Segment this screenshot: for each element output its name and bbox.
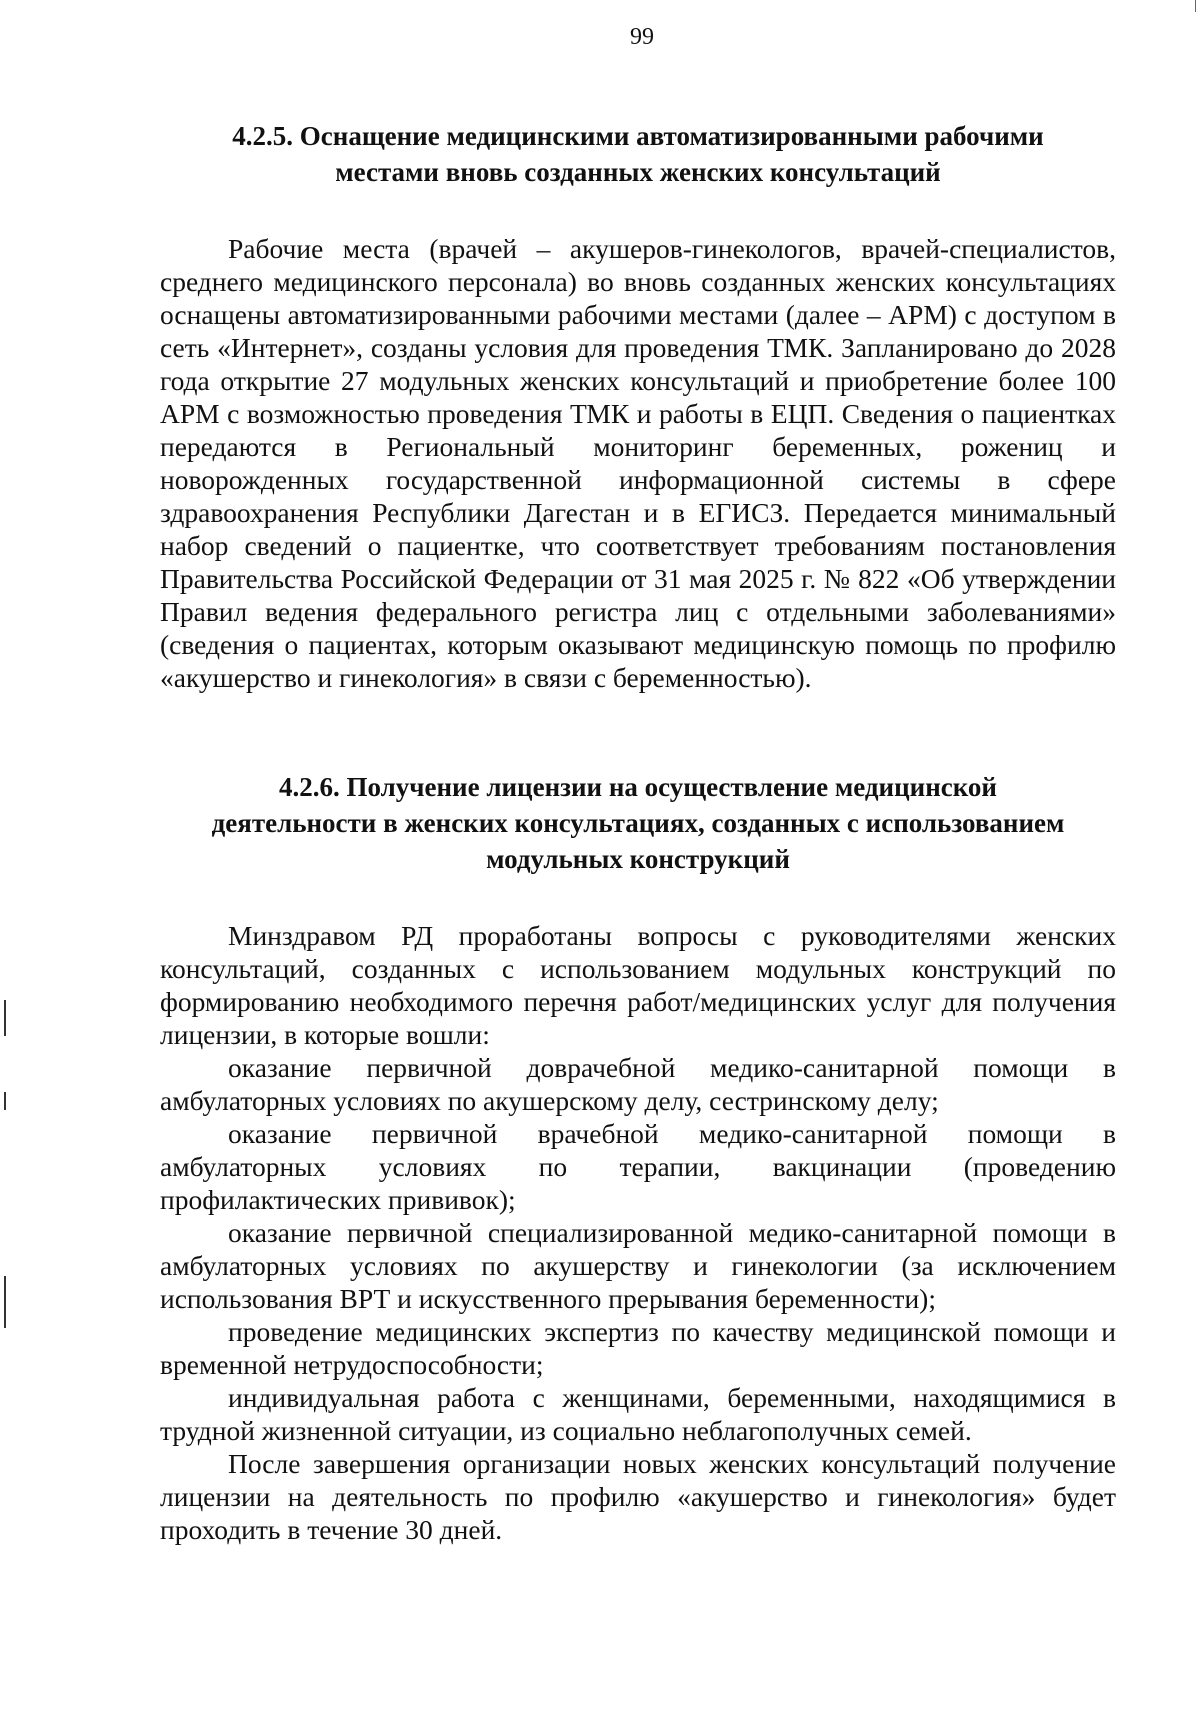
section-heading: [160, 769, 1116, 877]
list-item: оказание первичной доврачебной медико-санитарной помощи в амбулаторных условиях по акушерскому делу, сестринскому делу;: [160, 1052, 1116, 1116]
section-heading: [160, 118, 1116, 190]
paragraph: Рабочие места (врачей – акушеров-гинекологов, врачей-специалистов, среднего медицинского персонала) во вновь созданных женских консультациях оснащены автоматизированными рабочими местами (далее – АРМ) с доступом в сеть «Интернет», созданы условия для проведения ТМК. Запланировано до 2028 года открытие 27 модульных женских консультаций и приобретение более 100 АРМ с возможностью проведения ТМК и работы в ЕЦП. Сведения о пациентках передаются в Региональный мониторинг беременных, рожениц и новорожденных государственной информационной системы в сфере здравоохранения Республики Дагестан и в ЕГИСЗ. Передается минимальный набор сведений о пациентке, что соответствует требованиям постановления Правительства Российской Федерации от 31 мая 2025 г. № 822 «Об утверждении Правил ведения федерального регистра лиц с отдельными заболеваниями» (сведения о пациентах, которым оказывают медицинскую помощь по профилю «акушерство и гинекология» в связи с беременностью).: [160, 233, 1116, 693]
paragraph: Минздравом РД проработаны вопросы с руководителями женских консультаций, созданных с использованием модульных конструкций по формированию необходимого перечня работ/медицинских услуг для получения лицензии, в которые вошли:: [160, 920, 1116, 1050]
list-item: оказание первичной врачебной медико-санитарной помощи в амбулаторных условиях по терапии, вакцинации (проведению профилактических прививок);: [160, 1118, 1116, 1215]
heading-line: местами вновь созданных женских консультаций: [335, 157, 941, 187]
scan-edge-mark: [4, 1276, 6, 1328]
heading-line: 4.2.6. Получение лицензии на осуществление медицинской: [278, 772, 997, 802]
heading-line: 4.2.5. Оснащение медицинскими автоматизированными рабочими: [232, 121, 1044, 151]
heading-line: деятельности в женских консультациях, созданных с использованием: [211, 808, 1065, 838]
list-item: проведение медицинских экспертиз по качеству медицинской помощи и временной нетрудоспособности;: [160, 1316, 1116, 1380]
heading-line: модульных конструкций: [486, 844, 790, 874]
list-item: индивидуальная работа с женщинами, беременными, находящимися в трудной жизненной ситуации, из социально неблагополучных семей.: [160, 1382, 1116, 1446]
scan-edge-mark: [1195, 0, 1196, 12]
scan-edge-mark: [4, 1000, 6, 1036]
scan-edge-mark: [4, 1092, 6, 1110]
paragraph: После завершения организации новых женских консультаций получение лицензии на деятельность по профилю «акушерство и гинекология» будет проходить в течение 30 дней.: [160, 1448, 1116, 1545]
section-spacer: [160, 694, 1116, 769]
list-item: оказание первичной специализированной медико-санитарной помощи в амбулаторных условиях по акушерству и гинекологии (за исключением использования ВРТ и искусственного прерывания беременности);: [160, 1217, 1116, 1314]
page-number: 99: [630, 24, 654, 50]
document-body: [160, 118, 1116, 1546]
